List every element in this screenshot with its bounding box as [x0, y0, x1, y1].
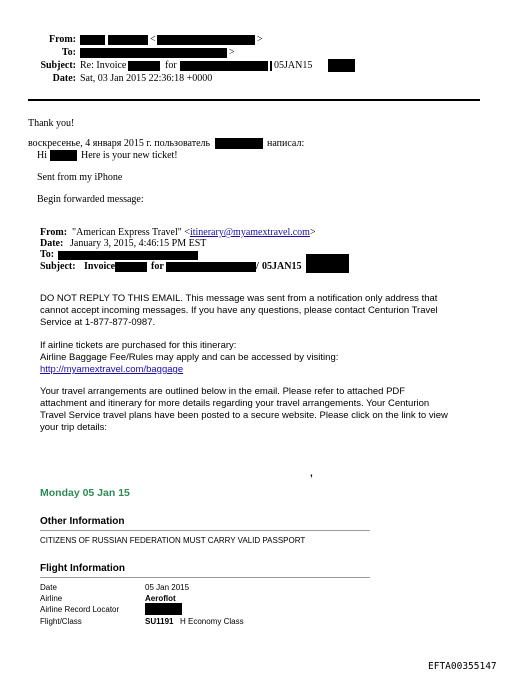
row-label: Airline Record Locator [40, 605, 120, 614]
redacted-block [145, 603, 182, 615]
redacted-block [128, 61, 160, 71]
new-ticket-text: Here is your new ticket! [81, 150, 178, 161]
redacted-block [166, 262, 256, 272]
date-value: Sat, 03 Jan 2015 22:36:18 +0000 [80, 73, 213, 84]
fwd-from-email-link[interactable]: itinerary@myamextravel.com [189, 227, 310, 238]
fwd-from-line [72, 227, 316, 238]
baggage-line-2: Airline Baggage Fee/Rules may apply and can be accessed by visiting: [40, 352, 339, 363]
greeting: Hi [37, 150, 47, 161]
fwd-to-label: To: [40, 249, 55, 260]
section-divider [40, 577, 370, 578]
other-info-text: CITIZENS OF RUSSIAN FEDERATION MUST CARRY VALID PASSPORT [40, 536, 306, 545]
fwd-subject-date: 05JAN15 [262, 261, 302, 272]
arrangements-line-2: attachment and itinerary for more details regarding your travel arrangements. Your Centurion [40, 398, 430, 409]
redacted-block [306, 254, 349, 273]
angle-close: > [257, 34, 263, 45]
fwd-subject-for: for [151, 261, 164, 272]
to-label: To: [61, 47, 76, 58]
day-heading: Monday 05 Jan 15 [40, 487, 130, 499]
notice-line-3: Service at 1-877-877-0987. [40, 317, 156, 328]
fwd-date-label: Date: [40, 238, 64, 249]
redacted-block [58, 251, 198, 260]
redacted-block [115, 262, 147, 272]
row-value: H Economy Class [180, 617, 244, 626]
document-id: EFTA00355147 [428, 661, 497, 672]
row-label: Flight/Class [40, 617, 82, 626]
arrangements-line-1: Your travel arrangements are outlined below in the email. Please refer to attached PDF [40, 386, 406, 397]
quote-intro: воскресенье, 4 января 2015 г. пользователь [28, 138, 211, 149]
subject-label: Subject: [40, 60, 76, 71]
fwd-from-label: From: [40, 227, 68, 238]
redacted-block [215, 138, 263, 149]
sent-from-text: Sent from my iPhone [37, 172, 123, 183]
fwd-subject-label: Subject: [40, 261, 76, 272]
quote-wrote: написал: [267, 138, 305, 149]
redacted-block [50, 150, 77, 161]
subject-date: 05JAN15 [274, 60, 313, 71]
angle-close: > [229, 47, 235, 58]
fwd-from-close: > [309, 227, 316, 238]
row-label: Airline [40, 594, 63, 603]
fwd-from-name: "American Express Travel" < [72, 227, 190, 238]
fwd-subject-slash: / [256, 261, 259, 272]
row-value: 05 Jan 2015 [145, 583, 190, 592]
redacted-block [270, 61, 272, 71]
fwd-subject-prefix: Invoice [84, 261, 116, 272]
thank-you-text: Thank you! [28, 118, 75, 129]
section-divider [40, 530, 370, 531]
baggage-line-1: If airline tickets are purchased for this itinerary: [40, 340, 237, 351]
row-label: Date [40, 583, 57, 592]
baggage-link[interactable]: http://myamextravel.com/baggage [40, 364, 184, 375]
redacted-block [80, 48, 227, 58]
flight-info-title: Flight Information [40, 563, 125, 574]
redacted-block [108, 35, 148, 45]
redacted-block [328, 59, 355, 72]
subject-prefix: Re: Invoice [80, 60, 127, 71]
arrangements-line-3: Travel Service travel plans have been posted to a secure website. Please click on the link to view [40, 410, 448, 421]
fwd-date-value: January 3, 2015, 4:46:15 PM EST [70, 238, 207, 249]
row-value-bold: SU1191 [145, 617, 174, 626]
redacted-block [157, 35, 255, 45]
notice-line-1: DO NOT REPLY TO THIS EMAIL. This message was sent from a notification only address that [40, 293, 438, 304]
notice-line-2: cannot accept incoming messages. If you have any questions, please contact Centurion Travel [40, 305, 438, 316]
subject-for: for [165, 60, 177, 71]
redacted-block [80, 35, 105, 45]
arrangements-line-4: your trip details: [40, 422, 108, 433]
row-value: Aeroflot [145, 594, 176, 603]
from-label: From: [48, 34, 76, 45]
date-label: Date: [52, 73, 76, 84]
other-info-title: Other Information [40, 516, 125, 527]
begin-forwarded-text: Begin forwarded message: [37, 194, 144, 205]
header-divider [28, 99, 480, 101]
stray-mark: , [310, 468, 313, 479]
redacted-block [180, 61, 268, 71]
angle-open: < [150, 34, 156, 45]
